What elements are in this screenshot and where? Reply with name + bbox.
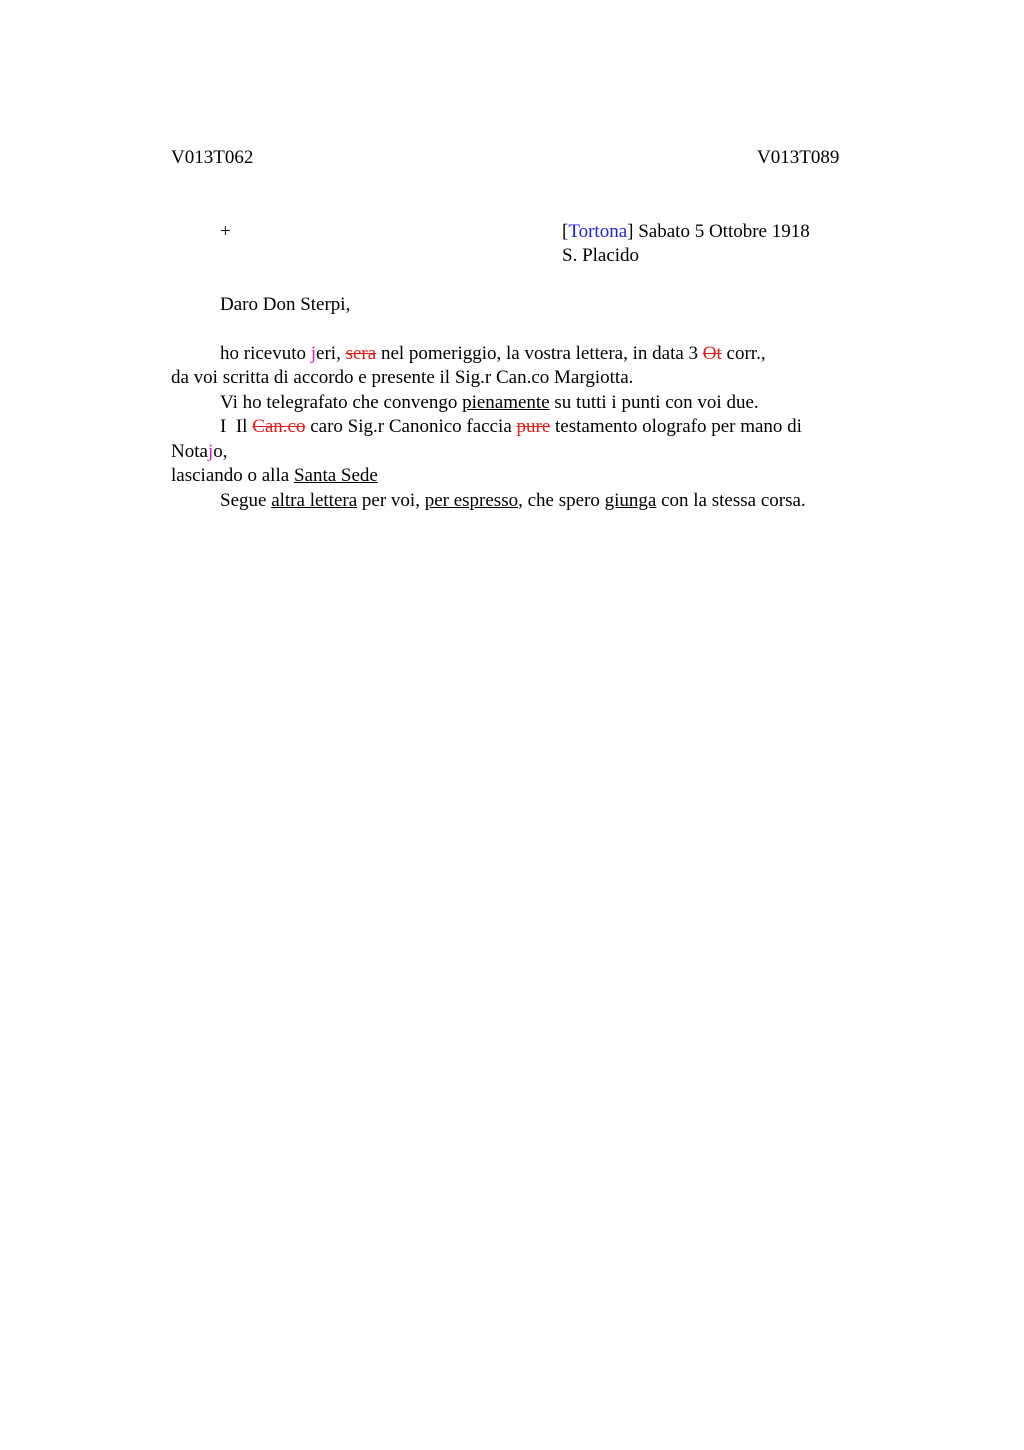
deleted-word: Ot: [702, 343, 722, 364]
deleted-word: Can.co: [252, 416, 306, 437]
paragraph-1-line-2: da voi scritta di accordo e presente il Sig.r Can.co Margiotta.: [171, 367, 634, 388]
paragraph-1-line-1: [220, 342, 766, 366]
text-run: su tutti i punti con voi due.: [549, 392, 759, 413]
paragraph-4: [171, 464, 378, 488]
text-run: corr.,: [721, 343, 766, 364]
bracket-open: [: [562, 221, 569, 242]
text-run: I Il: [220, 416, 253, 437]
paragraph-3-line-1: [220, 415, 802, 439]
correction-letter: j: [207, 441, 214, 462]
underlined-word: giunga: [604, 490, 657, 511]
letter-date: Sabato 5 Ottobre 1918: [633, 221, 810, 242]
deleted-word: pure: [516, 416, 551, 437]
text-run: lasciando o alla: [171, 465, 294, 486]
underlined-phrase: altra lettera: [271, 490, 358, 511]
deleted-word: sera: [345, 343, 377, 364]
text-run: Vi ho telegrafato che convengo: [220, 392, 463, 413]
place-date-line: [562, 220, 810, 244]
reference-code-left: V013T062: [171, 147, 254, 168]
place-name: Tortona: [568, 221, 628, 242]
text-run: o,: [213, 441, 228, 462]
paragraph-5: [220, 489, 806, 513]
text-run: , che spero: [518, 490, 605, 511]
bracket-close: ]: [627, 221, 634, 242]
saint-of-day: S. Placido: [562, 245, 640, 266]
reference-code-right: V013T089: [757, 147, 840, 168]
text-run: con la stessa corsa.: [656, 490, 806, 511]
underlined-phrase: per espresso: [424, 490, 519, 511]
text-run: eri,: [316, 343, 346, 364]
text-run: ho ricevuto: [220, 343, 311, 364]
text-run: testamento olografo per mano di: [550, 416, 802, 437]
text-run: Nota: [171, 441, 208, 462]
salutation: Daro Don Sterpi,: [220, 294, 351, 315]
paragraph-3-line-2: [171, 440, 227, 464]
underlined-word: pienamente: [462, 392, 550, 413]
text-run: per voi,: [357, 490, 425, 511]
text-run: nel pomeriggio, la vostra lettera, in data 3: [376, 343, 703, 364]
text-run: Segue: [220, 490, 272, 511]
paragraph-2: [220, 391, 759, 415]
correction-letter: j: [310, 343, 317, 364]
cross-mark: +: [220, 221, 231, 242]
underlined-phrase: Santa Sede: [293, 465, 378, 486]
text-run: caro Sig.r Canonico faccia: [305, 416, 517, 437]
